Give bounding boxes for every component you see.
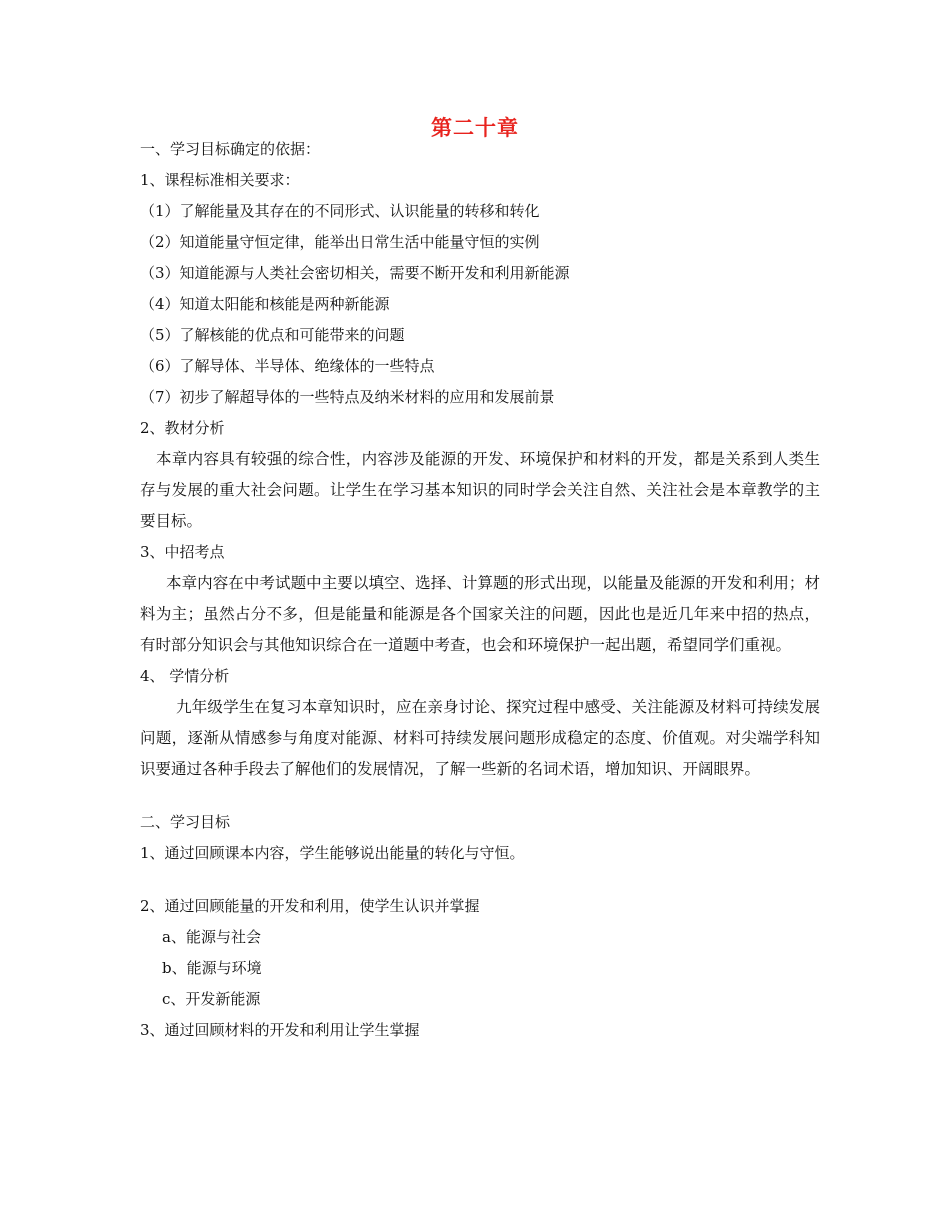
curriculum-requirements-heading: 1、课程标准相关要求： xyxy=(140,171,300,189)
requirement-item-3: （3）知道能源与人类社会密切相关，需要不断开发和利用新能源 xyxy=(140,264,570,282)
document-body xyxy=(140,134,820,1046)
learning-goal-2-heading: 2、通过回顾能量的开发和利用，使学生认识并掌握 xyxy=(140,897,480,915)
requirement-item-5: （5）了解核能的优点和可能带来的问题 xyxy=(140,326,405,344)
learning-goal-1: 1、通过回顾课本内容，学生能够说出能量的转化与守恒。 xyxy=(140,844,525,862)
textbook-analysis-text: 本章内容具有较强的综合性，内容涉及能源的开发、环境保护和材料的开发，都是关系到人类生存与发展的重大社会问题。让学生在学习基本知识的同时学会关注自然、关注社会是本章教学的主要目标。 xyxy=(140,450,820,530)
requirement-item-6: （6）了解导体、半导体、绝缘体的一些特点 xyxy=(140,357,435,375)
requirement-item-2: （2）知道能量守恒定律，能举出日常生活中能量守恒的实例 xyxy=(140,233,540,251)
chapter-title: 第二十章 xyxy=(431,116,519,140)
section-spacer xyxy=(140,785,820,807)
requirement-item-4: （4）知道太阳能和核能是两种新能源 xyxy=(140,295,390,313)
textbook-analysis-heading: 2、教材分析 xyxy=(140,419,225,437)
requirement-item-1: （1）了解能量及其存在的不同形式、认识能量的转移和转化 xyxy=(140,202,540,220)
section-1-heading: 一、学习目标确定的依据： xyxy=(140,140,321,158)
learner-analysis-heading: 4、 学情分析 xyxy=(140,667,230,685)
learner-analysis-text: 九年级学生在复习本章知识时，应在亲身讨论、探究过程中感受、关注能源及材料可持续发展问题，逐渐从情感参与角度对能源、材料可持续发展问题形成稳定的态度、价值观。对尖端学科知识要通过各种手段去了解他们的发展情况，了解一些新的名词术语，增加知识、开阔眼界。 xyxy=(140,698,820,778)
requirement-item-7: （7）初步了解超导体的一些特点及纳米材料的应用和发展前景 xyxy=(140,388,555,406)
goal-spacer xyxy=(140,869,820,891)
exam-points-text: 本章内容在中考试题中主要以填空、选择、计算题的形式出现，以能量及能源的开发和利用；材料为主；虽然占分不多，但是能量和能源是各个国家关注的问题，因此也是近几年来中招的热点，有时部分知识会与其他知识综合在一道题中考查，也会和环境保护一起出题，希望同学们重视。 xyxy=(140,574,820,654)
exam-points-heading: 3、中招考点 xyxy=(140,543,225,561)
learning-goal-3: 3、通过回顾材料的开发和利用让学生掌握 xyxy=(140,1021,420,1039)
goal-2-item-b: b、能源与环境 xyxy=(162,959,262,977)
goal-2-item-c: c、开发新能源 xyxy=(162,990,261,1008)
section-2-heading: 二、学习目标 xyxy=(140,813,231,831)
goal-2-item-a: a、能源与社会 xyxy=(162,928,261,946)
